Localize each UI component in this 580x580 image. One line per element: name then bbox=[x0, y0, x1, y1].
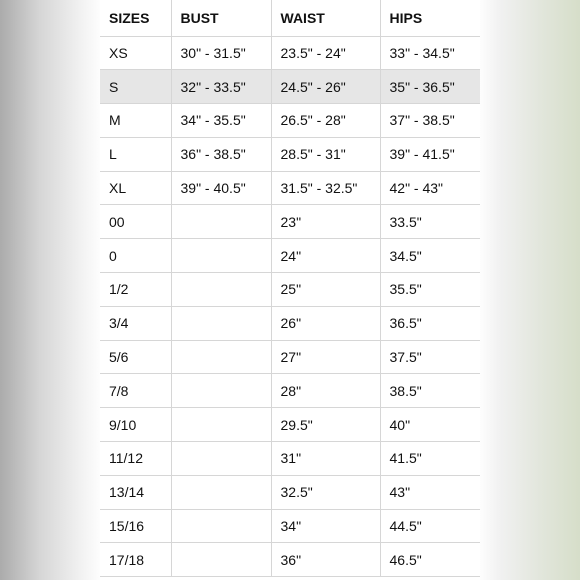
size-chart-table bbox=[100, 0, 480, 577]
hips-cell: 37" - 38.5" bbox=[380, 104, 480, 138]
table-row bbox=[100, 543, 480, 577]
bust-cell bbox=[171, 306, 271, 340]
size-cell: M bbox=[100, 104, 171, 138]
bust-cell bbox=[171, 442, 271, 476]
table-row bbox=[100, 239, 480, 273]
waist-cell: 36" bbox=[271, 543, 380, 577]
waist-cell: 26.5" - 28" bbox=[271, 104, 380, 138]
hips-cell: 34.5" bbox=[380, 239, 480, 273]
size-cell: 9/10 bbox=[100, 408, 171, 442]
table-row bbox=[100, 509, 480, 543]
bust-cell: 30" - 31.5" bbox=[171, 36, 271, 70]
header-hips: HIPS bbox=[380, 0, 480, 36]
bust-cell bbox=[171, 543, 271, 577]
hips-cell: 46.5" bbox=[380, 543, 480, 577]
bust-cell: 32" - 33.5" bbox=[171, 70, 271, 104]
bust-cell: 34" - 35.5" bbox=[171, 104, 271, 138]
bust-cell bbox=[171, 475, 271, 509]
waist-cell: 27" bbox=[271, 340, 380, 374]
hips-cell: 37.5" bbox=[380, 340, 480, 374]
header-bust: BUST bbox=[171, 0, 271, 36]
waist-cell: 32.5" bbox=[271, 475, 380, 509]
size-cell: 13/14 bbox=[100, 475, 171, 509]
table-row bbox=[100, 340, 480, 374]
waist-cell: 28" bbox=[271, 374, 380, 408]
bust-cell bbox=[171, 340, 271, 374]
hips-cell: 33.5" bbox=[380, 205, 480, 239]
hips-cell: 39" - 41.5" bbox=[380, 137, 480, 171]
header-sizes: SIZES bbox=[100, 0, 171, 36]
table-row bbox=[100, 205, 480, 239]
size-chart-sheet bbox=[100, 0, 480, 580]
size-cell: 3/4 bbox=[100, 306, 171, 340]
table-row bbox=[100, 171, 480, 205]
hips-cell: 44.5" bbox=[380, 509, 480, 543]
size-cell: 0 bbox=[100, 239, 171, 273]
bust-cell: 36" - 38.5" bbox=[171, 137, 271, 171]
waist-cell: 23.5" - 24" bbox=[271, 36, 380, 70]
bust-cell bbox=[171, 509, 271, 543]
waist-cell: 31" bbox=[271, 442, 380, 476]
size-cell: 15/16 bbox=[100, 509, 171, 543]
hips-cell: 38.5" bbox=[380, 374, 480, 408]
waist-cell: 25" bbox=[271, 273, 380, 307]
table-row bbox=[100, 374, 480, 408]
table-row bbox=[100, 36, 480, 70]
bust-cell bbox=[171, 408, 271, 442]
size-cell: 5/6 bbox=[100, 340, 171, 374]
size-cell: 17/18 bbox=[100, 543, 171, 577]
waist-cell: 26" bbox=[271, 306, 380, 340]
hips-cell: 36.5" bbox=[380, 306, 480, 340]
table-row bbox=[100, 306, 480, 340]
header-waist: WAIST bbox=[271, 0, 380, 36]
size-cell: XL bbox=[100, 171, 171, 205]
size-cell: 00 bbox=[100, 205, 171, 239]
hips-cell: 40" bbox=[380, 408, 480, 442]
hips-cell: 35.5" bbox=[380, 273, 480, 307]
size-cell: 7/8 bbox=[100, 374, 171, 408]
waist-cell: 28.5" - 31" bbox=[271, 137, 380, 171]
hips-cell: 35" - 36.5" bbox=[380, 70, 480, 104]
hips-cell: 33" - 34.5" bbox=[380, 36, 480, 70]
table-row bbox=[100, 137, 480, 171]
bust-cell bbox=[171, 239, 271, 273]
hips-cell: 41.5" bbox=[380, 442, 480, 476]
table-row bbox=[100, 273, 480, 307]
hips-cell: 43" bbox=[380, 475, 480, 509]
waist-cell: 23" bbox=[271, 205, 380, 239]
waist-cell: 24" bbox=[271, 239, 380, 273]
size-cell: 1/2 bbox=[100, 273, 171, 307]
size-cell: L bbox=[100, 137, 171, 171]
size-cell: S bbox=[100, 70, 171, 104]
bust-cell bbox=[171, 374, 271, 408]
bust-cell bbox=[171, 205, 271, 239]
waist-cell: 34" bbox=[271, 509, 380, 543]
hips-cell: 42" - 43" bbox=[380, 171, 480, 205]
bust-cell bbox=[171, 273, 271, 307]
waist-cell: 29.5" bbox=[271, 408, 380, 442]
size-rows bbox=[100, 36, 480, 577]
header-row bbox=[100, 0, 480, 36]
size-cell: 11/12 bbox=[100, 442, 171, 476]
table-row bbox=[100, 442, 480, 476]
size-cell: XS bbox=[100, 36, 171, 70]
table-row bbox=[100, 70, 480, 104]
bust-cell: 39" - 40.5" bbox=[171, 171, 271, 205]
table-row bbox=[100, 408, 480, 442]
table-row bbox=[100, 104, 480, 138]
waist-cell: 31.5" - 32.5" bbox=[271, 171, 380, 205]
table-row bbox=[100, 475, 480, 509]
waist-cell: 24.5" - 26" bbox=[271, 70, 380, 104]
